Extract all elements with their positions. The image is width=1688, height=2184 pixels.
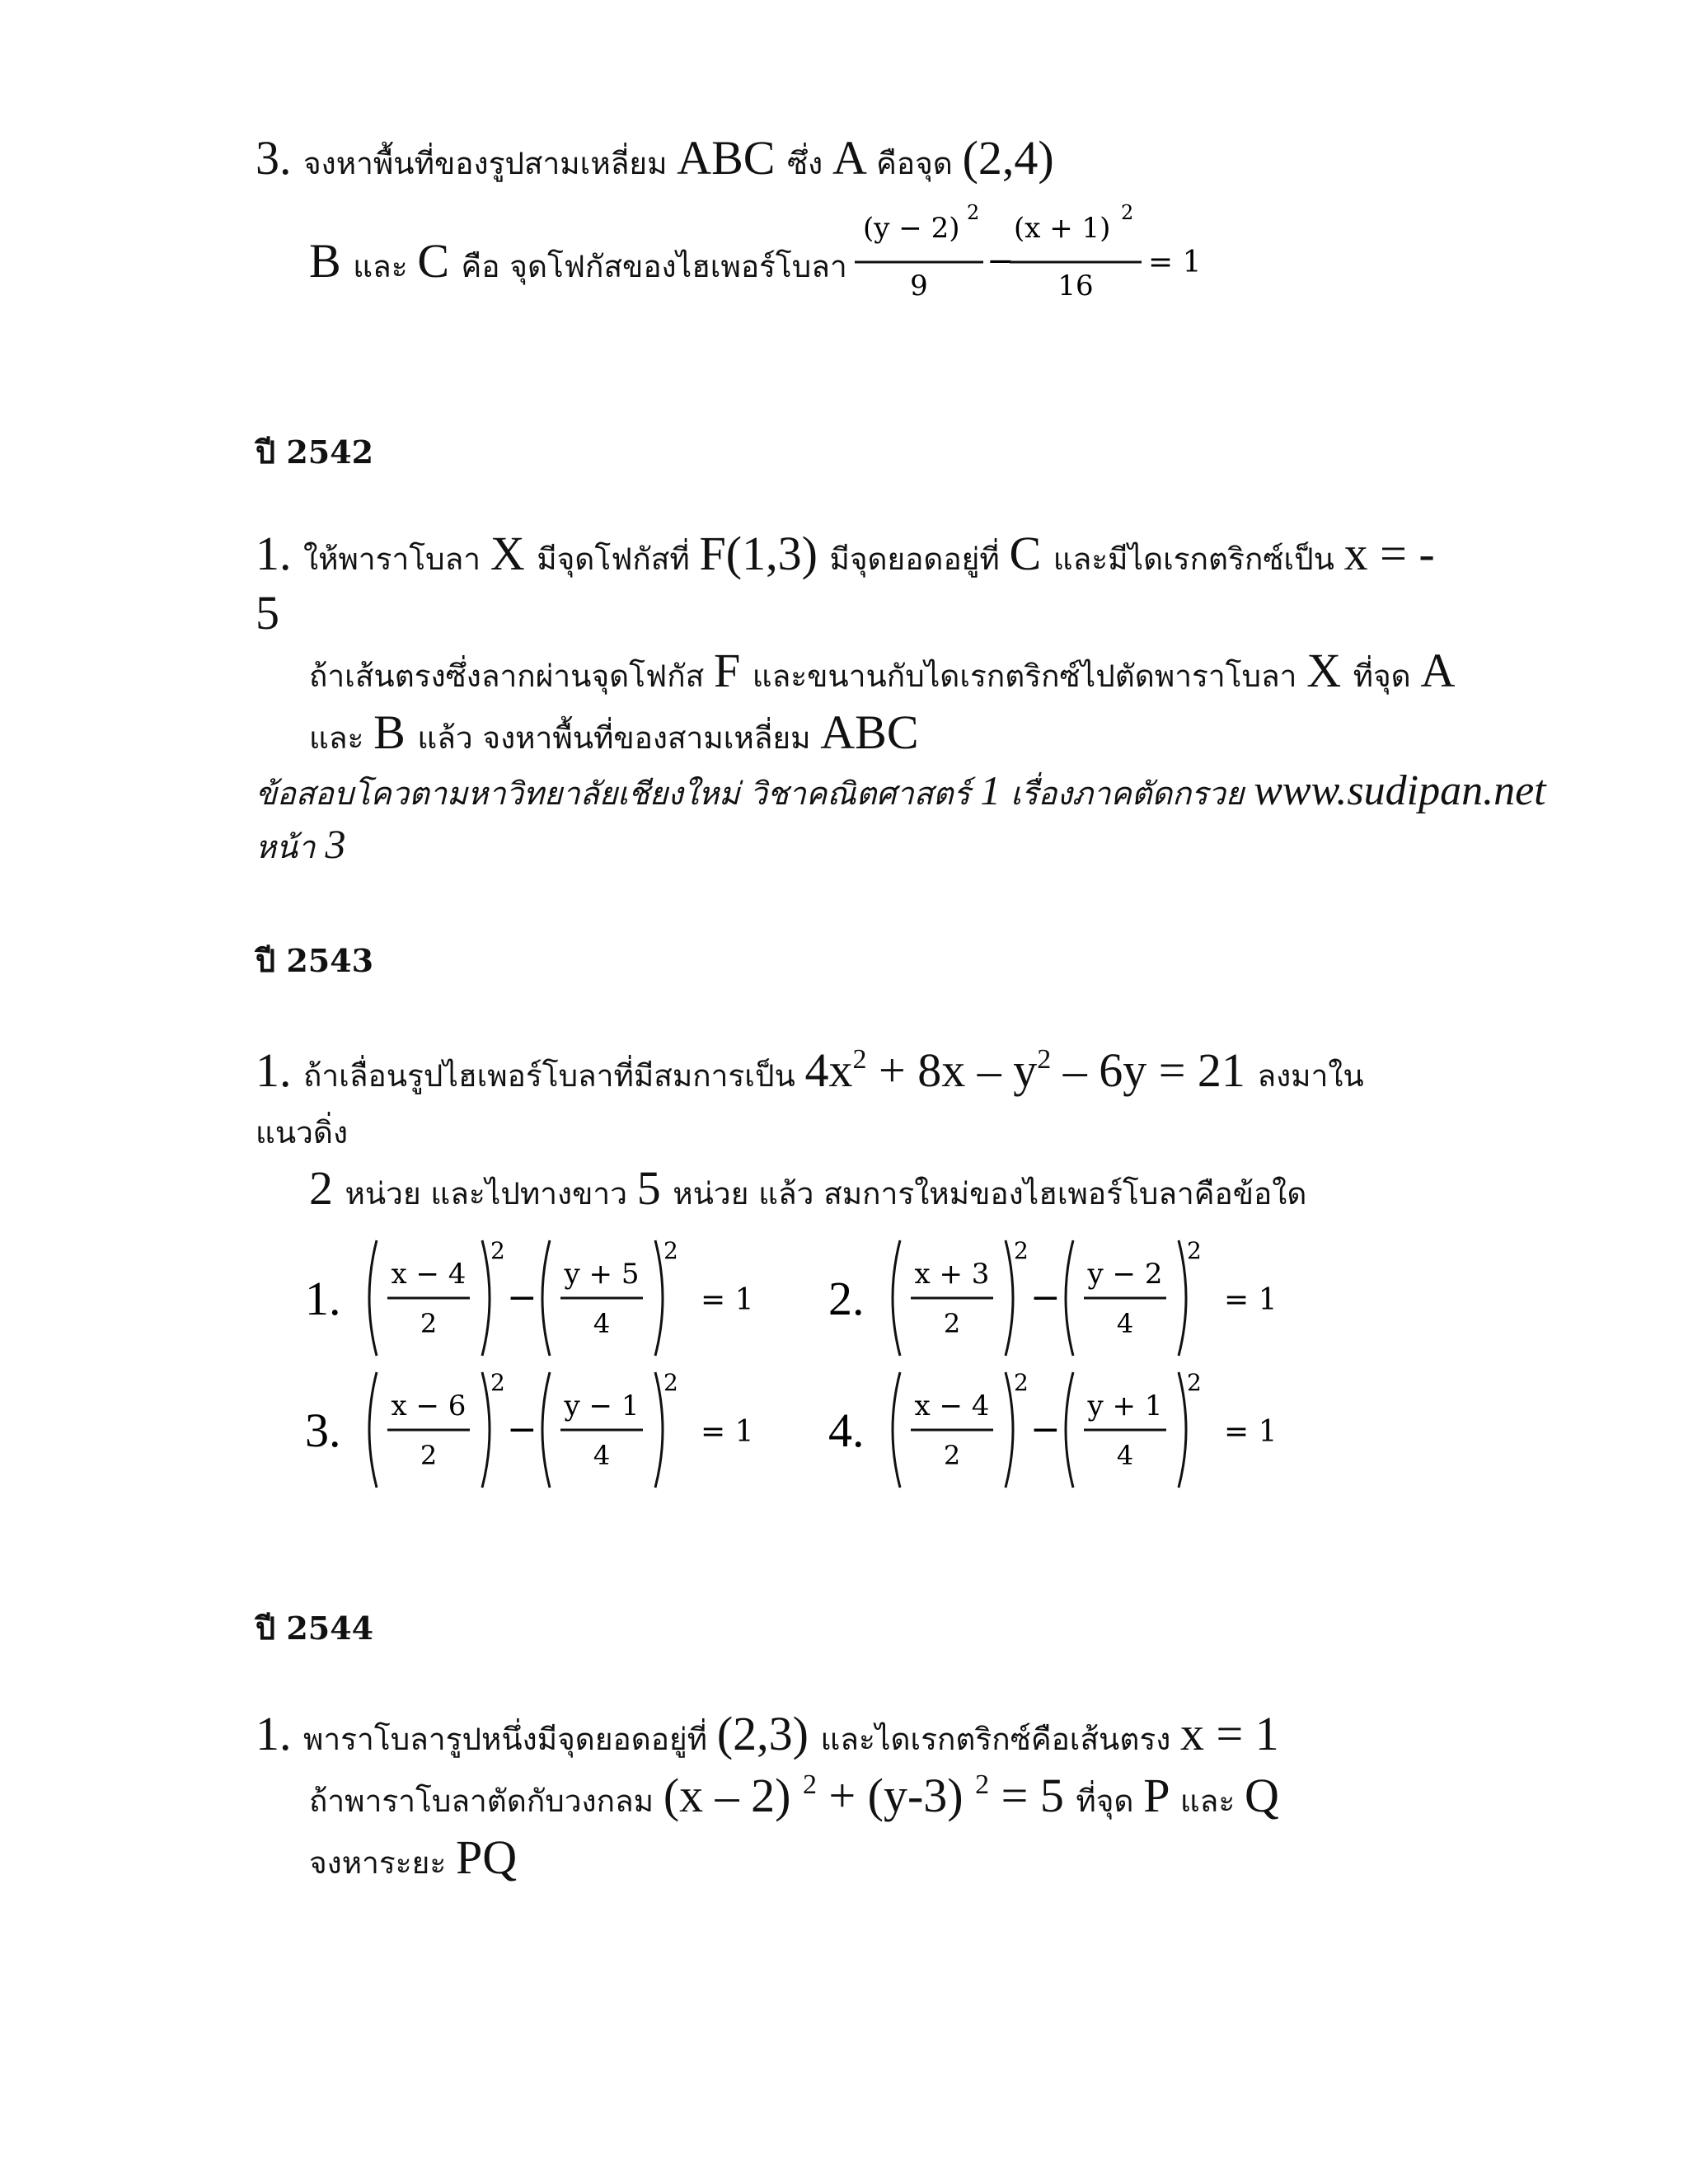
math-text: B [373, 705, 418, 759]
s2544-line-2 [309, 1768, 1279, 1825]
footer-source [256, 766, 1546, 818]
math-text: X [490, 527, 537, 580]
text-run: ที่จุด [1076, 1783, 1144, 1819]
text-run: และไดเรกตริกซ์คือเส้นตรง [820, 1722, 1181, 1757]
text-run: คือ จุดโฟกัสของไฮเพอร์โบลา [461, 249, 847, 284]
left-paren [893, 1372, 900, 1488]
math-text: 3. [256, 131, 303, 185]
math-text: 1. [256, 1043, 303, 1097]
choice-exponent: 2 [490, 1369, 505, 1396]
superscript: 2 [1037, 1043, 1052, 1075]
right-paren [1179, 1372, 1186, 1488]
q3-line-2 [309, 233, 847, 291]
choice-numerator: y + 5 [564, 1258, 640, 1291]
footer-page-number: 3 [325, 821, 346, 867]
footer-text: ข้อสอบโควตามหาวิทยาลัยเชียงใหม่ วิชาคณิตศาสตร์ [256, 776, 981, 812]
math-text: X [1306, 644, 1353, 697]
text-run: หน่วย และไปทางขาว [345, 1176, 637, 1212]
math-text: – 6y = 21 [1051, 1043, 1258, 1097]
math-text: x = 1 [1180, 1707, 1279, 1760]
math-text: = 5 [989, 1769, 1076, 1822]
heading-2543: ปี 2543 [256, 942, 374, 979]
choice-numerator: x − 6 [391, 1390, 467, 1422]
heading-2542: ปี 2542 [256, 434, 374, 471]
text-run: และ [353, 249, 418, 284]
choice-numerator: x − 4 [391, 1258, 467, 1291]
math-text: 1. [256, 1707, 303, 1760]
choice-exponent: 2 [663, 1237, 678, 1264]
q3-line-1 [256, 130, 1054, 188]
eq-denominator-2: 16 [1057, 269, 1094, 302]
choice-numerator: x + 3 [914, 1258, 990, 1291]
choice-rhs: = 1 [701, 1283, 754, 1317]
choice-numerator: y + 1 [1087, 1390, 1163, 1422]
choice-denominator: 4 [1116, 1308, 1134, 1339]
math-text: + 8x – y [866, 1043, 1038, 1097]
text-run: ที่จุด [1353, 658, 1421, 694]
text-run: ซึ่ง [786, 146, 832, 181]
text-run: มีจุดโฟกัสที่ [537, 541, 700, 577]
text-run: จงหาระยะ [309, 1845, 456, 1881]
s2542-line-1 [256, 526, 1435, 583]
text-run: แล้ว จงหาพื้นที่ของสามเหลี่ยม [417, 720, 821, 756]
answer-choices [305, 1228, 1294, 1492]
math-text: PQ [455, 1830, 518, 1884]
math-text: A [1420, 644, 1456, 697]
choice-label: 4. [828, 1404, 865, 1457]
superscript: 2 [852, 1043, 867, 1075]
right-paren [1006, 1240, 1013, 1356]
text-run: ถ้าพาราโบลาตัดกับวงกลม [309, 1783, 663, 1819]
math-text: (x – 2) [663, 1769, 803, 1822]
footer-page [256, 820, 345, 872]
choice-minus: − [1030, 1277, 1061, 1319]
choice-denominator: 2 [943, 1440, 961, 1471]
text-run: และขนานกับไดเรกตริกซ์ไปตัดพาราโบลา [752, 658, 1307, 694]
left-paren [542, 1240, 550, 1356]
s2542-line-2: 5 [256, 586, 279, 640]
footer-page-label: หน้า [256, 829, 326, 865]
text-run: และ [1179, 1783, 1245, 1819]
q3-hyperbola-equation [845, 196, 1207, 312]
choice-minus: − [507, 1277, 537, 1319]
heading-2544: ปี 2544 [256, 1610, 374, 1647]
math-text: (2,4) [962, 131, 1054, 185]
superscript: 2 [802, 1769, 817, 1800]
right-paren [655, 1240, 663, 1356]
math-text: + (y-3) [816, 1769, 976, 1822]
math-text: x = - [1343, 527, 1435, 580]
s2544-line-1 [256, 1706, 1279, 1764]
choice-rhs: = 1 [701, 1415, 754, 1449]
text-run: หน่วย แล้ว สมการใหม่ของไฮเพอร์โบลาคือข้อใด [673, 1176, 1307, 1212]
math-text: A [832, 131, 877, 185]
math-text: C [417, 234, 462, 288]
choice-exponent: 2 [1014, 1237, 1029, 1264]
s2542-line-4 [309, 705, 919, 762]
left-paren [369, 1240, 377, 1356]
left-paren [542, 1372, 550, 1488]
math-text: F [713, 644, 753, 697]
text-run: คือจุด [876, 146, 963, 181]
choice-numerator: x − 4 [914, 1390, 990, 1422]
s2543-line-1 [256, 1043, 1364, 1100]
eq-numerator-1: (y − 2) [863, 212, 960, 245]
left-paren [1066, 1240, 1073, 1356]
choice-exponent: 2 [663, 1369, 678, 1396]
choice-label: 1. [305, 1272, 341, 1325]
eq-exponent-2: 2 [1121, 201, 1134, 224]
text-run: พาราโบลารูปหนึ่งมีจุดยอดอยู่ที่ [303, 1722, 717, 1757]
choice-exponent: 2 [1187, 1369, 1202, 1396]
math-text: ABC [677, 131, 787, 185]
choice-label: 3. [305, 1404, 341, 1457]
choice-denominator: 2 [420, 1440, 438, 1471]
choice-denominator: 4 [593, 1440, 611, 1471]
choice-minus: − [507, 1408, 537, 1451]
footer-url: www.sudipan.net [1254, 767, 1546, 814]
math-text: ABC [820, 705, 919, 759]
s2543-line-3 [309, 1160, 1306, 1218]
choice-exponent: 2 [490, 1237, 505, 1264]
text-run: มีจุดยอดอยู่ที่ [829, 541, 1010, 577]
eq-minus: − [987, 242, 1015, 280]
math-text: 2 [309, 1161, 345, 1215]
math-text: 1. [256, 527, 303, 580]
left-paren [893, 1240, 900, 1356]
text-run: ให้พาราโบลา [303, 541, 490, 577]
right-paren [1179, 1240, 1186, 1356]
text-run: ลงมาใน [1257, 1058, 1364, 1094]
choice-denominator: 2 [943, 1308, 961, 1339]
choice-numerator: y − 1 [564, 1390, 640, 1422]
choice-rhs: = 1 [1224, 1283, 1278, 1317]
eq-denominator-1: 9 [910, 269, 928, 302]
math-text: C [1009, 527, 1053, 580]
choice-denominator: 2 [420, 1308, 438, 1339]
choice-label: 2. [828, 1272, 865, 1325]
footer-topic: เรื่องภาคตัดกรวย [1001, 776, 1254, 812]
eq-exponent-1: 2 [967, 201, 980, 224]
math-text: B [309, 234, 354, 288]
choice-exponent: 2 [1014, 1369, 1029, 1396]
s2543-line-2: แนวดิ่ง [256, 1115, 349, 1151]
right-paren [1006, 1372, 1013, 1488]
text-run: ถ้าเลื่อนรูปไฮเพอร์โบลาที่มีสมการเป็น [303, 1058, 805, 1094]
text-run: และ [309, 720, 374, 756]
right-paren [482, 1240, 490, 1356]
s2544-line-3 [309, 1830, 517, 1887]
math-text: F(1,3) [699, 527, 830, 580]
left-paren [369, 1372, 377, 1488]
math-text: (2,3) [716, 1707, 821, 1760]
text-run: ถ้าเส้นตรงซึ่งลากผ่านจุดโฟกัส [309, 658, 714, 694]
choice-denominator: 4 [1116, 1440, 1134, 1471]
choice-denominator: 4 [593, 1308, 611, 1339]
eq-numerator-2: (x + 1) [1014, 212, 1111, 245]
math-text: 5 [636, 1161, 673, 1215]
choice-minus: − [1030, 1408, 1061, 1451]
math-text: P [1143, 1769, 1180, 1822]
math-text: Q [1244, 1769, 1279, 1822]
left-paren [1066, 1372, 1073, 1488]
s2542-line-3 [309, 643, 1455, 701]
choice-rhs: = 1 [1224, 1415, 1278, 1449]
choice-numerator: y − 2 [1087, 1258, 1163, 1291]
right-paren [482, 1372, 490, 1488]
footer-subject-number: 1 [980, 767, 1001, 813]
text-run: และมีไดเรกตริกซ์เป็น [1053, 541, 1344, 577]
math-text: 4x [804, 1043, 853, 1097]
text-run: จงหาพื้นที่ของรูปสามเหลี่ยม [303, 146, 678, 181]
eq-rhs: = 1 [1148, 246, 1202, 279]
superscript: 2 [975, 1769, 990, 1800]
right-paren [655, 1372, 663, 1488]
choice-exponent: 2 [1187, 1237, 1202, 1264]
